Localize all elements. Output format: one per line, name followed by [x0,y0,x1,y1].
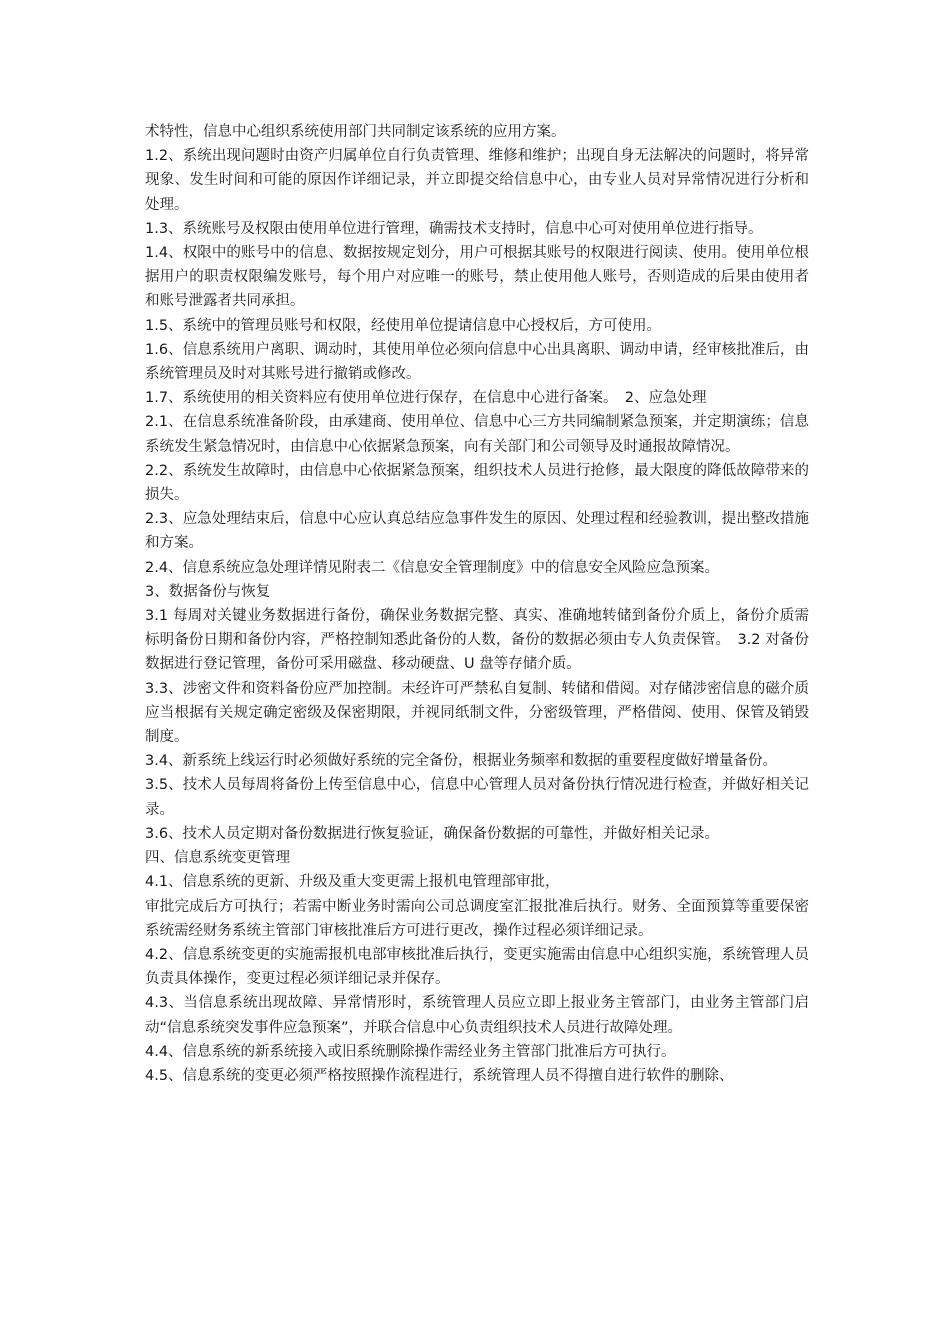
paragraph-1-6: 1.6、信息系统用户离职、调动时，其使用单位必须向信息中心出具离职、调动申请，经审核批准后，由系统管理员及时对其账号进行撤销或修改。 [145,341,809,383]
paragraph-3-1: 3.1 每周对关键业务数据进行备份，确保业务数据完整、真实、准确地转储到备份介质上，备份介质需标明备份日期和备份内容，严格控制知悉此备份的人数，备份的数据必须由专人负责保管。 3.2 对备份数据进行登记管理，备份可采用磁盘、移动硬盘、U 盘等存储介质。 [145,608,809,673]
section-heading-4: 四、信息系统变更管理 [145,850,290,867]
paragraph-3-5: 3.5、技术人员每周将备份上传至信息中心，信息中心管理人员对备份执行情况进行检查，并做好相关记录。 [145,777,809,818]
paragraph-3-4: 3.4、新系统上线运行时必须做好系统的完全备份，根据业务频率和数据的重要程度做好增量备份。 [145,753,778,770]
section-heading-3: 3、数据备份与恢复 [145,583,271,600]
paragraph-1-7: 1.7、系统使用的相关资料应有使用单位进行保存，在信息中心进行备案。 2、应急处理 [145,390,707,407]
paragraph-1-5: 1.5、系统中的管理员账号和权限，经使用单位提请信息中心授权后，方可使用。 [145,317,662,334]
paragraph-2-3: 2.3、应急处理结束后，信息中心应认真总结应急事件发生的原因、处理过程和经验教训，提出整改措施和方案。 [145,511,809,552]
paragraph-4-2: 4.2、信息系统变更的实施需报机电部审核批准后执行，变更实施需由信息中心组织实施，系统管理人员负责具体操作，变更过程必须详细记录并保存。 [145,946,809,988]
paragraph-4-5: 4.5、信息系统的变更必须严格按照操作流程进行，系统管理人员不得擅自进行软件的删除、 [145,1067,734,1084]
paragraph-2-4: 2.4、信息系统应急处理详情见附表二《信息安全管理制度》中的信息安全风险应急预案。 [145,559,720,576]
paragraph-4-1-continuation: 审批完成后方可执行；若需中断业务时需向公司总调度室汇报批准后执行。财务、全面预算等重要保密系统需经财务系统主管部门审核批准后方可进行更改，操作过程必须详细记录。 [145,898,809,939]
paragraph-2-1: 2.1、在信息系统准备阶段，由承建商、使用单位、信息中心三方共同编制紧急预案，并定期演练；信息系统发生紧急情况时，由信息中心依据紧急预案，向有关部门和公司领导及时通报故障情况。 [145,414,809,455]
paragraph-intro-continuation: 术特性，信息中心组织系统使用部门共同制定该系统的应用方案。 [145,124,566,140]
paragraph-4-1: 4.1、信息系统的更新、升级及重大变更需上报机电管理部审批， [145,874,560,891]
paragraph-1-2: 1.2、系统出现问题时由资产归属单位自行负责管理、维修和维护；出现自身无法解决的问题时，将异常现象、发生时间和可能的原因作详细记录，并立即提交给信息中心，由专业人员对异常情况进行分析和处理。 [145,148,809,213]
paragraph-4-4: 4.4、信息系统的新系统接入或旧系统删除操作需经业务主管部门批准后方可执行。 [145,1043,676,1060]
paragraph-2-2: 2.2、系统发生故障时，由信息中心依据紧急预案，组织技术人员进行抢修，最大限度的降低故障带来的损失。 [145,462,809,504]
paragraph-1-3: 1.3、系统账号及权限由使用单位进行管理，确需技术支持时，信息中心可对使用单位进行指导。 [145,220,763,237]
paragraph-4-3: 4.3、当信息系统出现故障、异常情形时，系统管理人员应立即上报业务主管部门，由业务主管部门启动“信息系统突发事件应急预案”，并联合信息中心负责组织技术人员进行故障处理。 [145,995,809,1036]
document-page [145,120,809,1088]
paragraph-3-3: 3.3、涉密文件和资料备份应严加控制。未经许可严禁私自复制、转储和借阅。对存储涉密信息的磁介质应当根据有关规定确定密级及保密期限，并视同纸制文件，分密级管理，严格借阅、使用、保管及销毁制度。 [145,680,809,746]
paragraph-1-4: 1.4、权限中的账号中的信息、数据按规定划分，用户可根据其账号的权限进行阅读、使用。使用单位根据用户的职责权限编发账号，每个用户对应唯一的账号，禁止使用他人账号，否则造成的后果由使用者和账号泄露者共同承担。 [145,245,809,310]
paragraph-3-6: 3.6、技术人员定期对备份数据进行恢复验证，确保备份数据的可靠性，并做好相关记录。 [145,825,720,842]
